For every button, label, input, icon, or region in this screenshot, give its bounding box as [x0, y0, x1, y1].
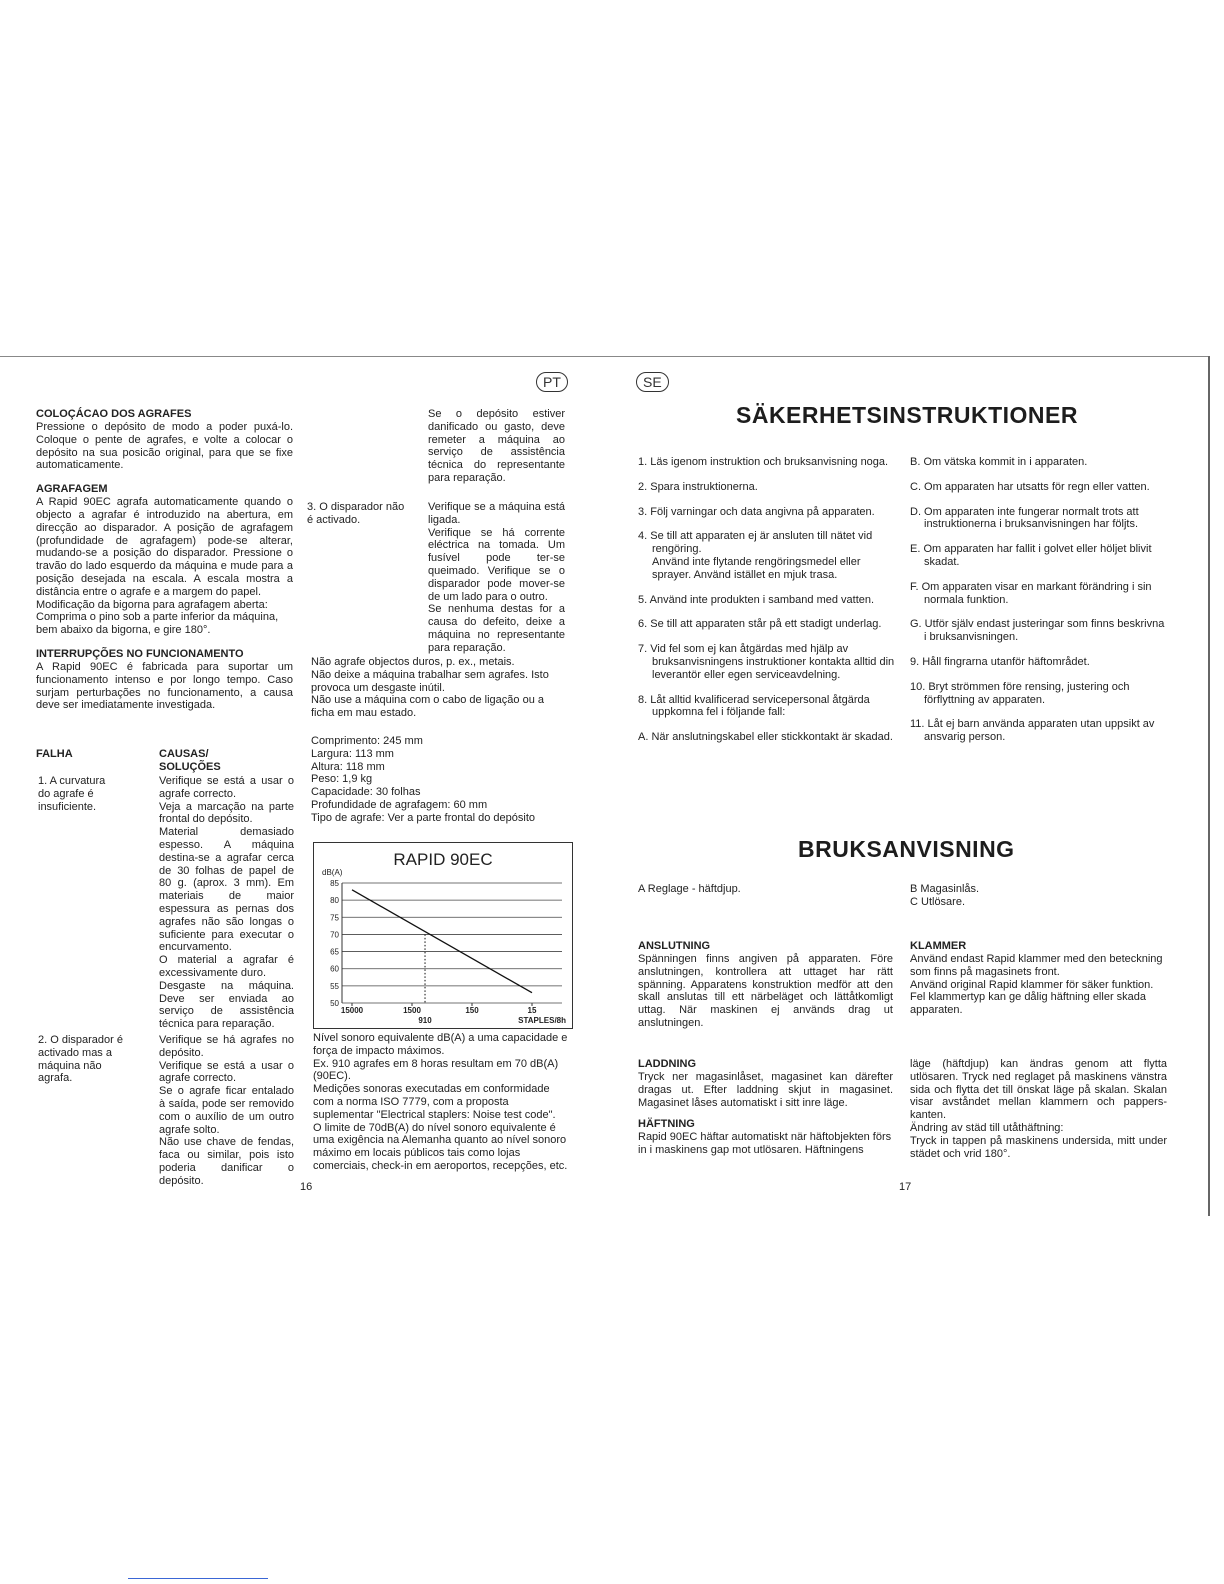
right-edge-line — [1208, 356, 1210, 1216]
laddning-text: Tryck ner magasinlåset, magasinet kan därefter dragas ut. Efter laddning skjut in magasinet. Magasinet låses automatiskt i sitt inre läge. — [638, 1071, 893, 1109]
x-tick-label: 1500 — [403, 1006, 421, 1015]
noise-chart — [313, 842, 573, 1029]
left-item: 8. Låt alltid kvalificerad servicepersonal åtgärda uppkomna fel i följande fall: — [638, 693, 870, 719]
table-header-falha: FALHA — [36, 748, 73, 760]
anslutning-section — [638, 940, 893, 1030]
usage-title: BRUKSANVISNING — [798, 836, 1015, 862]
agrafagem-text-2: Modificação da bigorna para agrafagem aberta: Comprima o pino sob a parte inferior da máquina, bem abaixo da bigorna, e gire 180°. — [36, 598, 279, 637]
safety-title: SÄKERHETSINSTRUKTIONER — [736, 402, 1078, 428]
right-item: 11. Låt ej barn använda apparaten utan uppsikt av ansvarig person. — [910, 718, 1155, 744]
klammer-section — [910, 940, 1167, 1017]
chart-title: RAPID 90EC — [393, 850, 493, 869]
pt-page-number: 16 — [300, 1181, 313, 1193]
agrafagem-text: A Rapid 90EC agrafa automaticamente quando o objecto a agrafar é introduzido na abertura, em direcção ao disparador. A posição de agrafagem (profundidade de agrafagem) pode-se alterar, mudando-se a posição do disparador. Pressione o travão do lado esquerdo da máquina e mude para a posição desejada na escala. A escala mostra a distância entre o agrafe e a margem do papel. — [36, 496, 293, 598]
right-item: E. Om apparaten har fallit i golvet eller höljet blivit skadat. — [910, 543, 1152, 568]
agrafagem-heading: AGRAFAGEM — [36, 483, 108, 496]
cause-3: Verifique se a máquina está ligada. Verifique se há corrente eléctrica na tomada. Um fusível pode ter-se queimado. Verifique se o disparador pode mover-se de um lado para o outro. Se nenhuma destas for a causa do defeito, deixe a máquina no representante para reparação. — [428, 501, 565, 654]
right-item: 9. Håll fingrarna utanför häftområdet. — [910, 655, 1090, 668]
x-tick-label: 150 — [465, 1006, 479, 1015]
y-tick-label: 80 — [330, 896, 339, 906]
fault-3: 3. O disparador não é activado. — [307, 501, 405, 526]
interrupcoes-text: A Rapid 90EC é fabricada para suportar um funcionamento intenso e por longo tempo. Caso surjam perturbações no funcionamento, a causa deve ser imediatamente investigada. — [36, 660, 293, 712]
pt-column-1 — [36, 408, 293, 712]
fault-1: 1. A curvatura do agrafe é insuficiente. — [38, 775, 106, 813]
se-page-number: 17 — [899, 1181, 912, 1193]
right-item: B. Om vätska kommit in i apparaten. — [910, 456, 1088, 468]
annotation-label: 910 — [418, 1016, 432, 1025]
specs-text: Comprimento: 245 mm Largura: 113 mm Altura: 118 mm Peso: 1,9 kg Capacidade: 30 folhas Profundidade de agrafagem: 60 mm Tipo de agrafe: Ver a parte frontal do depósito — [311, 735, 536, 824]
right-item: F. Om apparaten visar en markant förändring i sin normala funktion. — [910, 580, 1152, 606]
depot-damage-text: Se o depósito estiver danificado ou gasto, deve remeter a máquina ao serviço de assistência técnica do representante para reparação. — [428, 408, 565, 484]
safety-left-list — [638, 456, 896, 756]
left-item: 5. Använd inte produkten i samband med vatten. — [638, 593, 875, 606]
se-language-badge: SE — [636, 372, 669, 392]
chart-xlabel: STAPLES/8h — [518, 1016, 566, 1025]
noise-text: Nível sonoro equivalente dB(A) a uma capacidade e força de impacto máximos. Ex. 910 agrafes em 8 horas resultam em 70 dB(A) (90EC). Medições sonoras executadas em conformidade com a norma ISO 7779, com a proposta suplementar "Electrical staplers: Noise test code". O limite de 70dB(A) do nível sonoro equivalente é uma exigência na Alemanha quanto ao nível sonoro máximo em locais públicos tais como lojas comerciais, check-in em aeroportos, recepções, etc. — [313, 1032, 568, 1172]
y-tick-label: 70 — [330, 930, 339, 940]
x-tick-label: 15 — [527, 1006, 537, 1015]
safety-right-list — [910, 456, 1167, 756]
cause-1: Verifique se está a usar o agrafe correcto. Veja a marcação na parte frontal do depósito. Material demasiado espesso. A máquina destina-se a agrafar cerca de 30 folhas de papel de 80 g. (aprox. 3 mm). Em materiais de maior espessura as pernas dos agrafes não são longas o suficiente para executar o encurvamento. O material a agrafar é excessivamente duro. Desgaste na máquina. Deve ser enviada ao serviço de assistência técnica para reparação. — [159, 775, 294, 1031]
laddning-heading: LADDNING — [638, 1058, 697, 1070]
chart-ylabel: dB(A) — [322, 868, 343, 877]
anslutning-heading: ANSLUTNING — [638, 940, 711, 952]
haftning-heading: HÄFTNING — [638, 1118, 695, 1131]
fault-2: 2. O disparador é activado mas a máquina não agrafa. — [38, 1034, 123, 1085]
right-item: C. Om apparaten har utsatts för regn eller vatten. — [910, 480, 1150, 493]
series-line — [352, 890, 532, 993]
right-item: 10. Bryt strömmen före rensing, justering och förflyttning av apparaten. — [910, 680, 1130, 706]
left-item: 4. Se till att apparaten ej är ansluten till nätet vid rengöring. Använd inte flytande rengöringsmedel eller sprayer. Använd istället en mjuk trasa. — [638, 530, 873, 581]
interrupcoes-heading: INTERRUPÇÕES NO FUNCIONAMENTO — [36, 647, 244, 660]
y-tick-label: 50 — [330, 999, 339, 1008]
laddning-section — [638, 1058, 893, 1157]
left-item: 1. Läs igenom instruktion och bruksanvisning noga. — [638, 456, 889, 468]
y-tick-label: 85 — [330, 879, 339, 888]
colocacao-text: Pressione o depósito de modo a poder puxá-lo. Coloque o pente de agrafes, e volte a colocar o depósito na sua posicão original, para que se fixe automaticamente. — [36, 421, 293, 472]
left-item: 3. Följ varningar och data angivna på apparaten. — [638, 505, 875, 518]
pt-language-badge: PT — [536, 372, 568, 392]
anslutning-text: Spänningen finns angiven på apparaten. Före anslutningen, kontrollera att uttaget har rätt spänning. Apparatens konstruktion medför att den skall anslutas till ett närbeläget och lättåtkomligt uttag. När maskinen ej används drag ut anslutningen. — [638, 953, 893, 1029]
cause-2: Verifique se há agrafes no depósito. Verifique se está a usar o agrafe correcto. Se o agrafe ficar entalado à saída, pode ser removido com o auxílio de um outro agrafe solto. Não use chave de fendas, faca ou similar, pois isto poderia danificar o depósito. — [159, 1034, 294, 1187]
left-item: 2. Spara instruktionerna. — [638, 480, 758, 493]
colocacao-heading: COLOÇÁCAO DOS AGRAFES — [36, 408, 192, 420]
y-tick-label: 60 — [330, 964, 339, 974]
left-item: 7. Vid fel som ej kan åtgärdas med hjälp av bruksanvisningens instruktioner kontakta alltid din leverantör eller egen serviceavdelning. — [638, 643, 895, 681]
x-tick-label: 15000 — [340, 1006, 364, 1015]
klammer-text: Använd endast Rapid klammer med den beteckning som finns på magasinets front. Använd original Rapid klammer för säker funktion. Fel klammertyp kan ge dålig häftning eller skada apparaten. — [910, 953, 1163, 1017]
klammer-heading: KLAMMER — [910, 940, 967, 952]
controls-a: A Reglage - häftdjup. — [638, 883, 741, 895]
bottom-link-line — [128, 1578, 268, 1579]
y-tick-label: 65 — [330, 947, 339, 957]
y-tick-label: 55 — [330, 981, 339, 991]
left-item: 6. Se till att apparaten står på ett stadigt underlag. — [638, 618, 882, 631]
y-tick-label: 75 — [330, 913, 339, 923]
haftning-text: Rapid 90EC häftar automatiskt när häftobjekten förs in i maskinens gap mot utlösaren. Häftningens — [638, 1131, 892, 1157]
controls-bc: B Magasinlås. C Utlösare. — [910, 883, 980, 908]
top-rule — [0, 356, 1210, 357]
haftning-continued: läge (häftdjup) kan ändras genom att flytta utlösaren. Tryck ned reglaget på maskinens vänstra sida och flytta det till önskat läge på skalan. Skalan visar avståndet mellan klammern och pappers-kanten. Ändring av städ till utåthäftning: Tryck in tappen på maskinens undersida, mitt under städet och vrid 180°. — [910, 1058, 1167, 1160]
warnings-text: Não agrafe objectos duros, p. ex., metais. Não deixe a máquina trabalhar sem agrafes. Isto provoca um desgaste inútil. Não use a máquina com o cabo de ligação ou a ficha em mau estado. — [311, 656, 549, 720]
right-item: D. Om apparaten inte fungerar normalt trots att instruktionerna i bruksanvisningen har följts. — [910, 505, 1139, 531]
right-item: G. Utför själv endast justeringar som finns beskrivna i bruksanvisningen. — [910, 618, 1165, 644]
noise-chart-svg — [314, 843, 572, 1028]
left-item: A. När anslutningskabel eller stickkontakt är skadad. — [638, 731, 893, 744]
table-header-causas: CAUSAS/ SOLUÇÕES — [159, 748, 221, 773]
